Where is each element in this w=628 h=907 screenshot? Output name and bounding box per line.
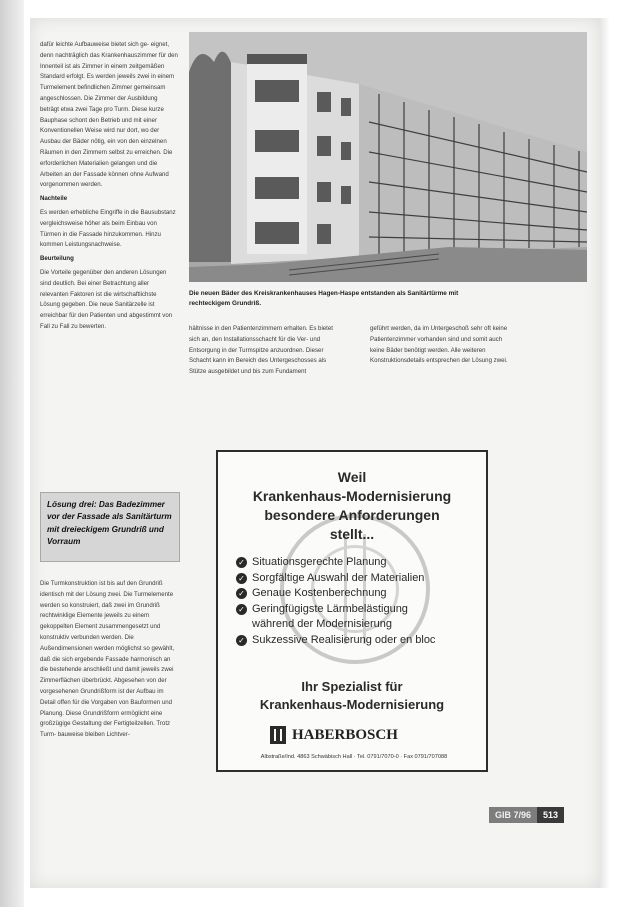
- list-item: [236, 602, 486, 618]
- check-icon: ✓: [236, 573, 247, 584]
- check-icon: ✓: [236, 635, 247, 646]
- hospital-photo: [189, 32, 587, 282]
- list-item: [236, 633, 486, 649]
- left-column-continued: [40, 573, 178, 747]
- page-edge: [600, 18, 610, 888]
- ad-slogan: [218, 678, 486, 714]
- list-item-label: Sorgfältige Auswahl der Materialien: [252, 571, 425, 584]
- list-item-continuation: während der Modernisierung: [252, 618, 393, 631]
- section-heading: Nachteile: [40, 195, 68, 203]
- page-number: 513: [537, 807, 564, 823]
- ad-slogan-line: Krankenhaus-Modernisierung: [259, 697, 445, 712]
- list-item-label: Genaue Kostenberechnung: [252, 587, 387, 600]
- check-icon: ✓: [236, 557, 247, 568]
- paragraph: Es werden erhebliche Eingriffe in die Bausubstanz vergleichsweise höher als beim Einbau von Türmen in die Fassade hinzukommen. Hinzu kommen Leistungsnachweise.: [40, 208, 176, 249]
- check-icon: ✓: [236, 604, 247, 615]
- paragraph: Die Turmkonstruktion ist bis auf den Grundriß identisch mit der Lösung zwei. Die Turmelemente werden so konstruiert, daß zwei im Grundriß rechtwinklige Elemente jeweils zu einem gekoppelten Element zusammengesetzt und konstruktiv verbunden werden. Die Außendimensionen werden möglichst so gewählt, daß die sich ergebende Fassade harmonisch an die bestehende anschließt und damit jeweils zwei Zimmerflächen überbrückt. Abgesehen von der vorgesehenen Grundrißform ist der Aufbau im Detail offen für die Vorgaben von Bauformen und Planung. Diese Grundrißform ermöglicht eine großzügige Gestaltung der Fertigteilzellen. Trotz Turm- bauweise bleiben Lichtver-: [40, 580, 175, 739]
- company-address: Albstraße/Ind. 4863 Schwäbisch Hall · Tel. 0791/7070-0 · Fax 0791/707088: [260, 754, 448, 760]
- ad-headline-line: Weil: [337, 469, 367, 485]
- book-spine: [0, 0, 24, 907]
- check-icon: ✓: [236, 588, 247, 599]
- magazine-issue: GIB 7/96: [489, 807, 537, 823]
- section-heading: Beurteilung: [40, 255, 74, 263]
- ad-slogan-line: Ihr Spezialist für: [301, 679, 403, 694]
- paragraph: Die Vorteile gegenüber den anderen Lösungen sind deutlich. Bei einer Betrachtung aller relevanten Faktoren ist die wirtschaftlichste Lösung gegeben. Die neue Sanitärzelle ist erreichbar für den Patienten und abgestimmt von Fall zu Fall zu bewerten.: [40, 268, 173, 330]
- ad-headline-line: Krankenhaus-Modernisierung: [252, 488, 452, 504]
- ad-headline-line: besondere Anforderungen: [264, 507, 440, 523]
- right-column-text: geführt werden, da im Untergeschoß sehr oft keine Patientenzimmer vorhanden sind und somit auch keine Bäder benötigt werden. Alle weiteren Konstruktionsdetails entsprechen der Lösung zwei.: [370, 325, 508, 365]
- company-logo: [270, 726, 398, 744]
- list-item-label: Sukzessive Realisierung oder en bloc: [252, 633, 436, 646]
- ad-benefit-list: [236, 555, 486, 649]
- page-footer: [489, 807, 564, 823]
- list-item: [236, 571, 486, 587]
- paragraph: dafür leichte Aufbauweise bietet sich ge- eignet, denn nachträglich das Krankenhauszimmer für den Innenteil ist als Zimmer in einem zeitgemäßen Standard erfolgt. Es werden jeweils zwei in einem Turmelement befindlichen Zimmer gemeinsam angeschlossen. Die Zimmer der Ausbildung beträgt etwa zwei Tage pro Turm. Diese kurze Bauphase schont den Betrieb und mit einer Konventionellen Weise wird nur dort, wo der Ausbau der Bäder nötig, ein von den einzelnen Räumen in den Zimmern selbst zu erreichen. Die erforderlichen Materialien gelangen und die Arbeiten an der Fassade können ohne Aufwand vorgenommen werden.: [40, 41, 178, 189]
- hospital-building-image: [189, 32, 587, 282]
- logo-mark-icon: [270, 726, 286, 744]
- list-item: [236, 555, 486, 571]
- haberbosch-advertisement: [216, 450, 488, 772]
- left-column: [40, 40, 178, 336]
- section-callout: Lösung drei: Das Badezimmer vor der Fassade als Sanitärturm mit dreieckigem Grundriß und Vorraum: [40, 492, 180, 562]
- list-item-label: Situationsgerechte Planung: [252, 556, 387, 568]
- middle-column-text: hältnisse in den Patientenzimmern erhalten. Es bietet sich an, den Installationsschacht für die Ver- und Entsorgung in der Turmspitze anzuordnen. Dieser Schacht kann im Bereich des Untergeschosses als Stütze ausgebildet und bis zum Fundament: [189, 325, 333, 376]
- ad-headline: [218, 468, 486, 544]
- company-name: HABERBOSCH: [292, 726, 398, 743]
- list-item-label: Geringfügigste Lärmbelästigung: [252, 602, 408, 615]
- list-item: [236, 586, 486, 602]
- photo-caption: Die neuen Bäder des Kreiskrankenhauses Hagen-Haspe entstanden als Sanitärtürme mit rechteckigem Grundriß.: [189, 290, 459, 307]
- ad-headline-line: stellt...: [329, 526, 375, 542]
